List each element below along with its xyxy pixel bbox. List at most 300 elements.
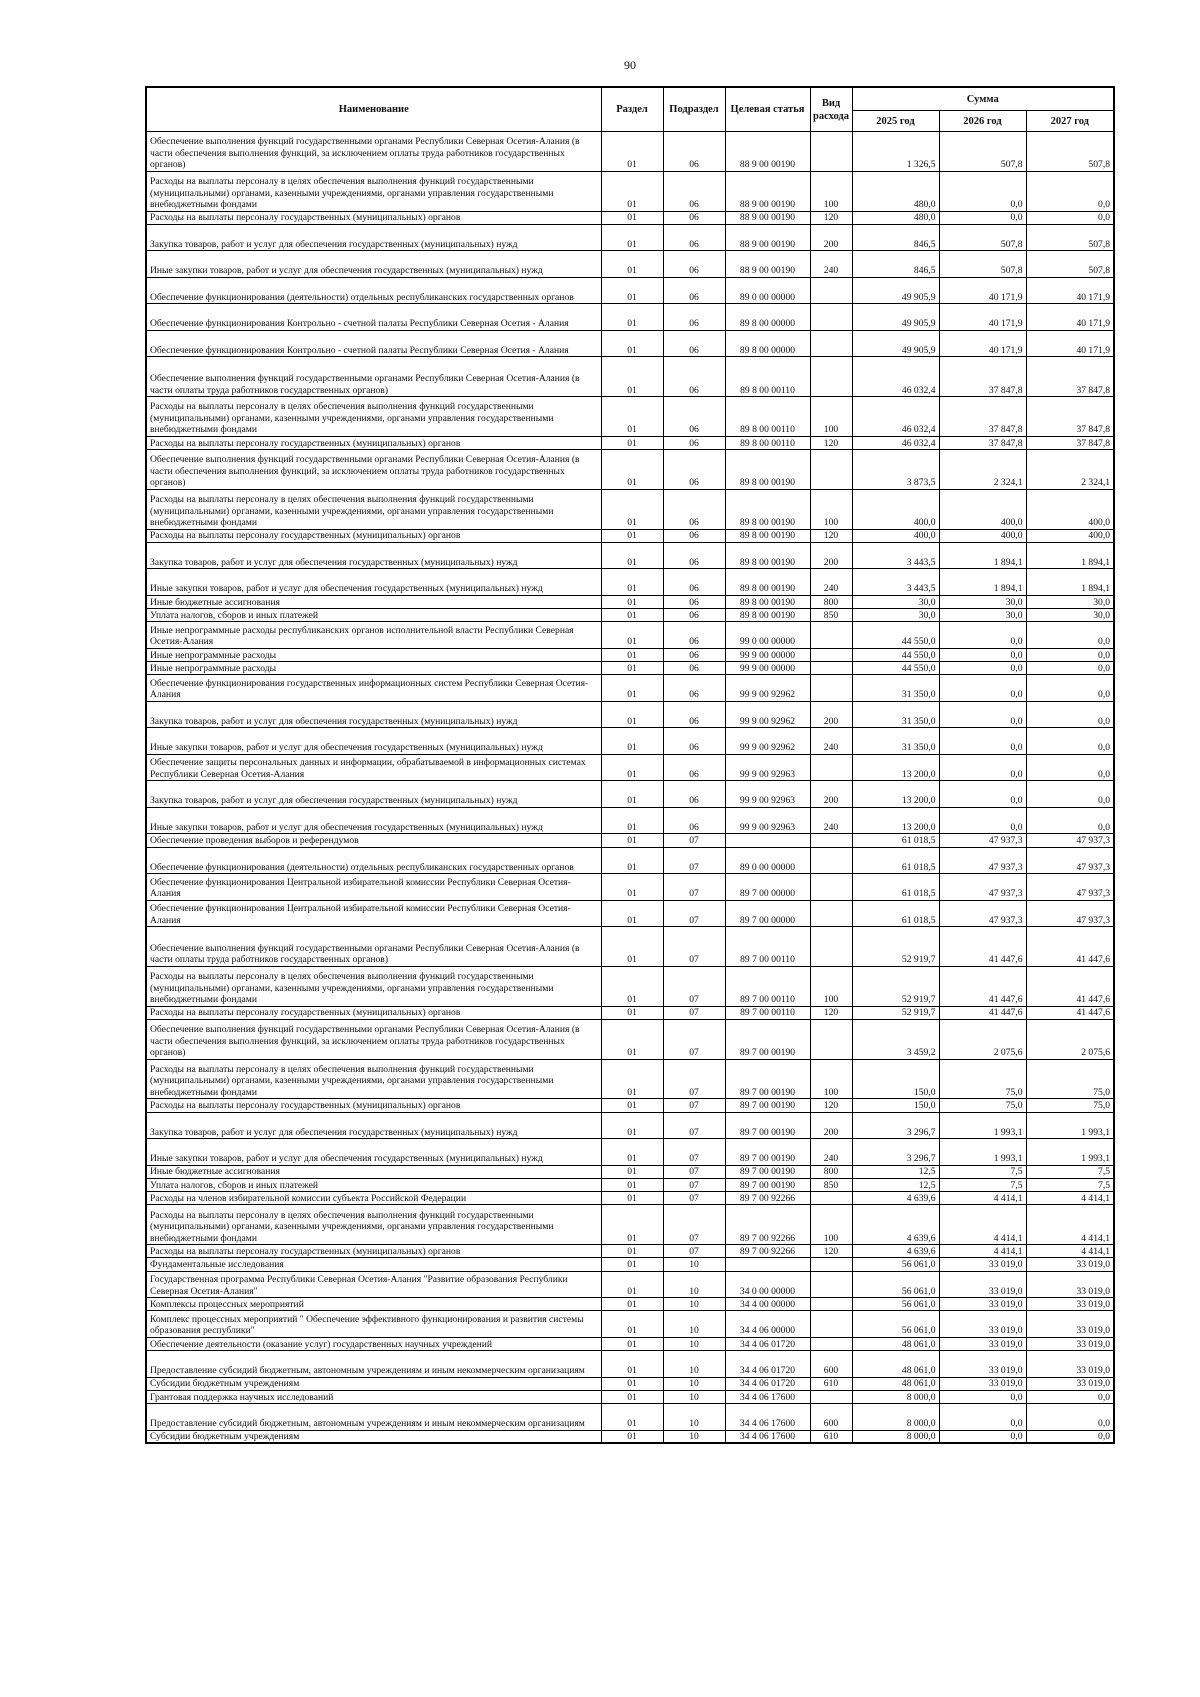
row-target-article-cell: 34 4 06 01720 [725, 1377, 810, 1390]
row-sum-2025-cell: 12,5 [852, 1178, 939, 1191]
table-row [146, 304, 1114, 331]
row-razdel-cell: 01 [601, 397, 663, 437]
col-header-2025: 2025 год [852, 111, 939, 132]
row-podrazdel-cell: 06 [663, 397, 725, 437]
row-razdel-cell: 01 [601, 1099, 663, 1112]
row-name-cell: Уплата налогов, сборов и иных платежей [146, 1178, 601, 1191]
row-sum-2027-cell: 0,0 [1026, 1390, 1114, 1403]
row-sum-2026-cell: 33 019,0 [939, 1298, 1026, 1311]
row-target-article-cell: 99 9 00 92962 [725, 728, 810, 755]
row-name-cell: Обеспечение проведения выборов и референдумов [146, 834, 601, 847]
row-podrazdel-cell: 07 [663, 966, 725, 1006]
row-target-article-cell: 89 8 00 00190 [725, 569, 810, 596]
row-podrazdel-cell: 07 [663, 927, 725, 967]
row-target-article-cell: 89 7 00 00190 [725, 1178, 810, 1191]
row-sum-2026-cell: 4 414,1 [939, 1192, 1026, 1205]
row-target-article-cell: 89 7 00 00110 [725, 927, 810, 967]
row-podrazdel-cell: 06 [663, 450, 725, 490]
row-target-article-cell: 99 9 00 00000 [725, 662, 810, 675]
row-podrazdel-cell: 07 [663, 1245, 725, 1258]
row-sum-2027-cell: 0,0 [1026, 622, 1114, 649]
row-sum-2026-cell: 0,0 [939, 675, 1026, 702]
row-sum-2026-cell: 30,0 [939, 609, 1026, 622]
row-sum-2025-cell: 3 459,2 [852, 1019, 939, 1059]
table-row [146, 728, 1114, 755]
row-sum-2025-cell: 13 200,0 [852, 807, 939, 834]
row-sum-2027-cell: 507,8 [1026, 251, 1114, 278]
row-expense-type-cell: 100 [810, 1205, 852, 1245]
table-row [146, 900, 1114, 927]
row-target-article-cell: 88 9 00 00190 [725, 211, 810, 224]
table-row [146, 1019, 1114, 1059]
row-expense-type-cell [810, 357, 852, 397]
row-sum-2027-cell: 0,0 [1026, 754, 1114, 781]
row-target-article-cell: 89 0 00 00000 [725, 277, 810, 304]
col-header-sum: Сумма [852, 87, 1114, 111]
row-target-article-cell: 89 7 00 92266 [725, 1205, 810, 1245]
row-sum-2027-cell: 33 019,0 [1026, 1311, 1114, 1338]
row-podrazdel-cell: 06 [663, 754, 725, 781]
row-expense-type-cell [810, 648, 852, 661]
row-target-article-cell: 34 4 06 17600 [725, 1390, 810, 1403]
row-razdel-cell: 01 [601, 211, 663, 224]
row-name-cell: Предоставление субсидий бюджетным, автономным учреждениям и иным некоммерческим организациям [146, 1351, 601, 1378]
row-target-article-cell: 88 9 00 00190 [725, 132, 810, 172]
row-name-cell: Обеспечение функционирования Контрольно - счетной палаты Республики Северная Осетия - Алания [146, 304, 601, 331]
row-razdel-cell: 01 [601, 754, 663, 781]
row-target-article-cell: 88 9 00 00190 [725, 171, 810, 211]
row-target-article-cell: 88 9 00 00190 [725, 224, 810, 251]
row-target-article-cell: 89 8 00 00110 [725, 436, 810, 449]
row-podrazdel-cell: 07 [663, 1139, 725, 1166]
table-row [146, 489, 1114, 529]
row-sum-2025-cell: 61 018,5 [852, 900, 939, 927]
table-row [146, 277, 1114, 304]
row-sum-2026-cell: 0,0 [939, 754, 1026, 781]
row-podrazdel-cell: 10 [663, 1258, 725, 1271]
row-sum-2025-cell: 3 873,5 [852, 450, 939, 490]
row-razdel-cell: 01 [601, 1311, 663, 1338]
row-sum-2026-cell: 0,0 [939, 211, 1026, 224]
table-row [146, 1430, 1114, 1443]
row-razdel-cell: 01 [601, 489, 663, 529]
row-podrazdel-cell: 10 [663, 1351, 725, 1378]
row-sum-2025-cell: 31 350,0 [852, 675, 939, 702]
row-podrazdel-cell: 10 [663, 1337, 725, 1350]
row-sum-2027-cell: 7,5 [1026, 1178, 1114, 1191]
table-row [146, 662, 1114, 675]
row-podrazdel-cell: 10 [663, 1430, 725, 1443]
row-razdel-cell: 01 [601, 357, 663, 397]
row-podrazdel-cell: 07 [663, 874, 725, 901]
row-razdel-cell: 01 [601, 1205, 663, 1245]
row-sum-2025-cell: 44 550,0 [852, 662, 939, 675]
row-sum-2026-cell: 1 993,1 [939, 1139, 1026, 1166]
row-podrazdel-cell: 07 [663, 1165, 725, 1178]
row-razdel-cell: 01 [601, 900, 663, 927]
row-expense-type-cell [810, 1258, 852, 1271]
row-target-article-cell: 89 8 00 00190 [725, 489, 810, 529]
row-sum-2027-cell: 40 171,9 [1026, 330, 1114, 357]
row-expense-type-cell [810, 834, 852, 847]
row-sum-2027-cell: 1 894,1 [1026, 569, 1114, 596]
row-name-cell: Иные закупки товаров, работ и услуг для обеспечения государственных (муниципальных) нужд [146, 728, 601, 755]
row-razdel-cell: 01 [601, 927, 663, 967]
row-expense-type-cell: 610 [810, 1377, 852, 1390]
row-sum-2027-cell: 0,0 [1026, 171, 1114, 211]
row-target-article-cell: 89 7 00 00190 [725, 1112, 810, 1139]
table-row [146, 1205, 1114, 1245]
row-sum-2025-cell: 31 350,0 [852, 701, 939, 728]
table-body [146, 132, 1114, 1444]
row-sum-2026-cell: 33 019,0 [939, 1337, 1026, 1350]
row-sum-2027-cell: 30,0 [1026, 595, 1114, 608]
row-name-cell: Расходы на выплаты персоналу государственных (муниципальных) органов [146, 1006, 601, 1019]
row-sum-2025-cell: 12,5 [852, 1165, 939, 1178]
table-row [146, 781, 1114, 808]
row-razdel-cell: 01 [601, 330, 663, 357]
row-podrazdel-cell: 06 [663, 132, 725, 172]
row-name-cell: Обеспечение выполнения функций государственными органами Республики Северная Осетия-Алания (в части оплаты труда работников государственных органов) [146, 357, 601, 397]
row-target-article-cell: 34 0 00 00000 [725, 1271, 810, 1298]
row-expense-type-cell: 850 [810, 1178, 852, 1191]
row-sum-2026-cell: 75,0 [939, 1059, 1026, 1099]
row-sum-2025-cell: 46 032,4 [852, 436, 939, 449]
row-expense-type-cell: 200 [810, 1112, 852, 1139]
row-sum-2025-cell: 46 032,4 [852, 397, 939, 437]
row-target-article-cell: 89 7 00 00190 [725, 1059, 810, 1099]
row-sum-2026-cell: 4 414,1 [939, 1205, 1026, 1245]
row-sum-2027-cell: 400,0 [1026, 529, 1114, 542]
row-expense-type-cell [810, 1192, 852, 1205]
row-razdel-cell: 01 [601, 569, 663, 596]
row-sum-2025-cell: 61 018,5 [852, 847, 939, 874]
col-header-name: Наименование [146, 87, 601, 132]
row-expense-type-cell: 600 [810, 1351, 852, 1378]
row-target-article-cell: 99 9 00 92963 [725, 781, 810, 808]
row-target-article-cell: 34 4 06 17600 [725, 1404, 810, 1431]
row-sum-2027-cell: 33 019,0 [1026, 1337, 1114, 1350]
row-name-cell: Иные закупки товаров, работ и услуг для обеспечения государственных (муниципальных) нужд [146, 251, 601, 278]
row-podrazdel-cell: 06 [663, 211, 725, 224]
row-expense-type-cell [810, 277, 852, 304]
row-sum-2025-cell: 61 018,5 [852, 874, 939, 901]
row-podrazdel-cell: 06 [663, 675, 725, 702]
row-sum-2025-cell: 56 061,0 [852, 1271, 939, 1298]
row-sum-2026-cell: 30,0 [939, 595, 1026, 608]
row-sum-2027-cell: 0,0 [1026, 211, 1114, 224]
row-target-article-cell: 99 9 00 92963 [725, 754, 810, 781]
row-sum-2025-cell: 3 443,5 [852, 569, 939, 596]
table-row [146, 542, 1114, 569]
table-row [146, 1311, 1114, 1338]
row-sum-2027-cell: 0,0 [1026, 1404, 1114, 1431]
table-row [146, 874, 1114, 901]
row-name-cell: Обеспечение выполнения функций государственными органами Республики Северная Осетия-Алания (в части оплаты труда работников государственных органов) [146, 927, 601, 967]
row-razdel-cell: 01 [601, 1351, 663, 1378]
row-target-article-cell: 89 7 00 92266 [725, 1192, 810, 1205]
row-target-article-cell: 89 0 00 00000 [725, 847, 810, 874]
table-row [146, 1112, 1114, 1139]
row-expense-type-cell: 240 [810, 1139, 852, 1166]
row-expense-type-cell: 610 [810, 1430, 852, 1443]
row-sum-2026-cell: 1 894,1 [939, 569, 1026, 596]
row-razdel-cell: 01 [601, 701, 663, 728]
row-podrazdel-cell: 07 [663, 1112, 725, 1139]
row-sum-2025-cell: 52 919,7 [852, 1006, 939, 1019]
table-row [146, 1245, 1114, 1258]
row-name-cell: Комплексы процессных мероприятий [146, 1298, 601, 1311]
table-row [146, 1006, 1114, 1019]
row-target-article-cell: 89 8 00 00190 [725, 542, 810, 569]
row-expense-type-cell [810, 1337, 852, 1350]
row-razdel-cell: 01 [601, 224, 663, 251]
row-expense-type-cell [810, 1019, 852, 1059]
row-podrazdel-cell: 06 [663, 357, 725, 397]
row-sum-2025-cell: 31 350,0 [852, 728, 939, 755]
table-row [146, 211, 1114, 224]
row-sum-2027-cell: 0,0 [1026, 728, 1114, 755]
row-sum-2025-cell: 61 018,5 [852, 834, 939, 847]
row-razdel-cell: 01 [601, 622, 663, 649]
row-sum-2025-cell: 46 032,4 [852, 357, 939, 397]
row-sum-2026-cell: 400,0 [939, 529, 1026, 542]
row-razdel-cell: 01 [601, 874, 663, 901]
row-razdel-cell: 01 [601, 728, 663, 755]
row-sum-2026-cell: 37 847,8 [939, 357, 1026, 397]
row-razdel-cell: 01 [601, 1245, 663, 1258]
row-target-article-cell: 89 7 00 00190 [725, 1165, 810, 1178]
row-sum-2025-cell: 44 550,0 [852, 622, 939, 649]
table-row [146, 1099, 1114, 1112]
row-expense-type-cell: 120 [810, 1245, 852, 1258]
row-razdel-cell: 01 [601, 1337, 663, 1350]
row-name-cell: Комплекс процессных мероприятий " Обеспечение эффективного функционирования и развития системы образования республики" [146, 1311, 601, 1338]
table-row [146, 1337, 1114, 1350]
table-row [146, 132, 1114, 172]
row-sum-2027-cell: 507,8 [1026, 132, 1114, 172]
row-podrazdel-cell: 06 [663, 330, 725, 357]
row-podrazdel-cell: 07 [663, 1019, 725, 1059]
col-header-target-article: Целевая статья [725, 87, 810, 132]
table-row [146, 754, 1114, 781]
row-sum-2026-cell: 40 171,9 [939, 304, 1026, 331]
row-podrazdel-cell: 06 [663, 277, 725, 304]
row-sum-2026-cell: 0,0 [939, 1430, 1026, 1443]
row-sum-2025-cell: 846,5 [852, 224, 939, 251]
row-razdel-cell: 01 [601, 436, 663, 449]
row-sum-2027-cell: 1 993,1 [1026, 1112, 1114, 1139]
row-target-article-cell: 89 8 00 00110 [725, 397, 810, 437]
table-row [146, 595, 1114, 608]
row-razdel-cell: 01 [601, 251, 663, 278]
row-sum-2025-cell: 4 639,6 [852, 1192, 939, 1205]
budget-table [145, 86, 1115, 1444]
row-sum-2025-cell: 3 443,5 [852, 542, 939, 569]
row-target-article-cell: 89 8 00 00190 [725, 529, 810, 542]
row-sum-2026-cell: 0,0 [939, 701, 1026, 728]
row-sum-2027-cell: 0,0 [1026, 648, 1114, 661]
row-target-article-cell: 89 7 00 92266 [725, 1245, 810, 1258]
row-razdel-cell: 01 [601, 1165, 663, 1178]
row-sum-2026-cell: 507,8 [939, 251, 1026, 278]
table-row [146, 675, 1114, 702]
row-target-article-cell [725, 1258, 810, 1271]
row-target-article-cell [725, 834, 810, 847]
row-razdel-cell: 01 [601, 1298, 663, 1311]
table-row [146, 1271, 1114, 1298]
table-row [146, 436, 1114, 449]
row-sum-2025-cell: 150,0 [852, 1099, 939, 1112]
row-sum-2027-cell: 4 414,1 [1026, 1192, 1114, 1205]
row-podrazdel-cell: 10 [663, 1404, 725, 1431]
row-sum-2026-cell: 0,0 [939, 1404, 1026, 1431]
row-sum-2027-cell: 40 171,9 [1026, 304, 1114, 331]
row-target-article-cell: 99 9 00 00000 [725, 648, 810, 661]
row-sum-2027-cell: 37 847,8 [1026, 436, 1114, 449]
row-sum-2027-cell: 41 447,6 [1026, 1006, 1114, 1019]
row-sum-2025-cell: 49 905,9 [852, 330, 939, 357]
row-sum-2027-cell: 41 447,6 [1026, 966, 1114, 1006]
table-row [146, 622, 1114, 649]
row-sum-2025-cell: 480,0 [852, 211, 939, 224]
row-name-cell: Обеспечение функционирования государственных информационных систем Республики Северная Осетия-Алания [146, 675, 601, 702]
row-razdel-cell: 01 [601, 1006, 663, 1019]
row-sum-2027-cell: 0,0 [1026, 807, 1114, 834]
table-row [146, 609, 1114, 622]
row-razdel-cell: 01 [601, 1377, 663, 1390]
table-row [146, 701, 1114, 728]
row-expense-type-cell [810, 622, 852, 649]
row-sum-2027-cell: 0,0 [1026, 1430, 1114, 1443]
row-sum-2026-cell: 4 414,1 [939, 1245, 1026, 1258]
row-sum-2026-cell: 37 847,8 [939, 397, 1026, 437]
table-row [146, 330, 1114, 357]
row-name-cell: Закупка товаров, работ и услуг для обеспечения государственных (муниципальных) нужд [146, 542, 601, 569]
table-row [146, 224, 1114, 251]
row-sum-2026-cell: 0,0 [939, 781, 1026, 808]
col-header-2027: 2027 год [1026, 111, 1114, 132]
row-sum-2025-cell: 4 639,6 [852, 1205, 939, 1245]
row-name-cell: Предоставление субсидий бюджетным, автономным учреждениям и иным некоммерческим организациям [146, 1404, 601, 1431]
row-razdel-cell: 01 [601, 1112, 663, 1139]
row-sum-2026-cell: 0,0 [939, 728, 1026, 755]
table-row [146, 648, 1114, 661]
row-sum-2025-cell: 13 200,0 [852, 754, 939, 781]
row-sum-2025-cell: 52 919,7 [852, 927, 939, 967]
row-sum-2026-cell: 33 019,0 [939, 1271, 1026, 1298]
row-sum-2026-cell: 2 324,1 [939, 450, 1026, 490]
row-target-article-cell: 89 7 00 00000 [725, 874, 810, 901]
row-target-article-cell: 89 7 00 00190 [725, 1019, 810, 1059]
row-sum-2026-cell: 0,0 [939, 807, 1026, 834]
row-expense-type-cell: 120 [810, 529, 852, 542]
row-target-article-cell: 34 4 06 17600 [725, 1430, 810, 1443]
row-sum-2025-cell: 150,0 [852, 1059, 939, 1099]
table-row [146, 171, 1114, 211]
table-row [146, 569, 1114, 596]
row-name-cell: Расходы на выплаты персоналу государственных (муниципальных) органов [146, 529, 601, 542]
row-expense-type-cell [810, 1298, 852, 1311]
row-target-article-cell: 88 9 00 00190 [725, 251, 810, 278]
row-razdel-cell: 01 [601, 1271, 663, 1298]
row-sum-2025-cell: 480,0 [852, 171, 939, 211]
row-target-article-cell: 89 8 00 00000 [725, 304, 810, 331]
row-expense-type-cell [810, 754, 852, 781]
row-sum-2027-cell: 0,0 [1026, 781, 1114, 808]
row-podrazdel-cell: 10 [663, 1298, 725, 1311]
row-podrazdel-cell: 06 [663, 595, 725, 608]
table-row [146, 1404, 1114, 1431]
row-name-cell: Закупка товаров, работ и услуг для обеспечения государственных (муниципальных) нужд [146, 701, 601, 728]
row-razdel-cell: 01 [601, 542, 663, 569]
row-sum-2026-cell: 41 447,6 [939, 1006, 1026, 1019]
col-header-expense-type: Вид расхода [810, 87, 852, 132]
row-sum-2027-cell: 4 414,1 [1026, 1245, 1114, 1258]
row-podrazdel-cell: 07 [663, 834, 725, 847]
row-sum-2026-cell: 41 447,6 [939, 966, 1026, 1006]
row-expense-type-cell [810, 450, 852, 490]
col-header-2026: 2026 год [939, 111, 1026, 132]
row-target-article-cell: 89 7 00 00190 [725, 1099, 810, 1112]
row-podrazdel-cell: 06 [663, 224, 725, 251]
table-row [146, 1165, 1114, 1178]
row-razdel-cell: 01 [601, 1178, 663, 1191]
row-expense-type-cell [810, 847, 852, 874]
row-podrazdel-cell: 06 [663, 807, 725, 834]
row-podrazdel-cell: 06 [663, 436, 725, 449]
row-sum-2027-cell: 37 847,8 [1026, 357, 1114, 397]
row-expense-type-cell: 200 [810, 224, 852, 251]
row-sum-2027-cell: 33 019,0 [1026, 1351, 1114, 1378]
row-target-article-cell: 89 8 00 00190 [725, 450, 810, 490]
row-name-cell: Расходы на выплаты персоналу в целях обеспечения выполнения функций государственными (муниципальными) органами, казенными учреждениями, органами управления государственными внебюджетными фондами [146, 1205, 601, 1245]
row-razdel-cell: 01 [601, 609, 663, 622]
row-sum-2026-cell: 0,0 [939, 622, 1026, 649]
row-sum-2027-cell: 47 937,3 [1026, 847, 1114, 874]
row-sum-2025-cell: 56 061,0 [852, 1298, 939, 1311]
row-podrazdel-cell: 06 [663, 728, 725, 755]
row-sum-2026-cell: 47 937,3 [939, 847, 1026, 874]
row-name-cell: Обеспечение функционирования Центральной избирательной комиссии Республики Северная Осетия-Алания [146, 874, 601, 901]
row-sum-2025-cell: 4 639,6 [852, 1245, 939, 1258]
row-podrazdel-cell: 06 [663, 529, 725, 542]
table-row [146, 1390, 1114, 1403]
row-podrazdel-cell: 06 [663, 609, 725, 622]
row-name-cell: Иные непрограммные расходы [146, 662, 601, 675]
row-sum-2025-cell: 48 061,0 [852, 1337, 939, 1350]
row-sum-2025-cell: 8 000,0 [852, 1430, 939, 1443]
row-name-cell: Закупка товаров, работ и услуг для обеспечения государственных (муниципальных) нужд [146, 781, 601, 808]
row-sum-2025-cell: 400,0 [852, 489, 939, 529]
row-sum-2025-cell: 1 326,5 [852, 132, 939, 172]
row-razdel-cell: 01 [601, 1059, 663, 1099]
row-podrazdel-cell: 06 [663, 304, 725, 331]
row-name-cell: Обеспечение выполнения функций государственными органами Республики Северная Осетия-Алания (в части обеспечения выполнения функций, за исключением оплаты труда работников государственных органов) [146, 1019, 601, 1059]
row-razdel-cell: 01 [601, 450, 663, 490]
row-expense-type-cell: 120 [810, 436, 852, 449]
row-expense-type-cell: 200 [810, 781, 852, 808]
row-razdel-cell: 01 [601, 1192, 663, 1205]
row-name-cell: Расходы на выплаты персоналу государственных (муниципальных) органов [146, 436, 601, 449]
row-razdel-cell: 01 [601, 675, 663, 702]
row-sum-2026-cell: 40 171,9 [939, 277, 1026, 304]
row-target-article-cell: 89 7 00 00110 [725, 1006, 810, 1019]
row-expense-type-cell [810, 662, 852, 675]
row-sum-2026-cell: 0,0 [939, 171, 1026, 211]
row-expense-type-cell: 240 [810, 569, 852, 596]
row-razdel-cell: 01 [601, 1258, 663, 1271]
